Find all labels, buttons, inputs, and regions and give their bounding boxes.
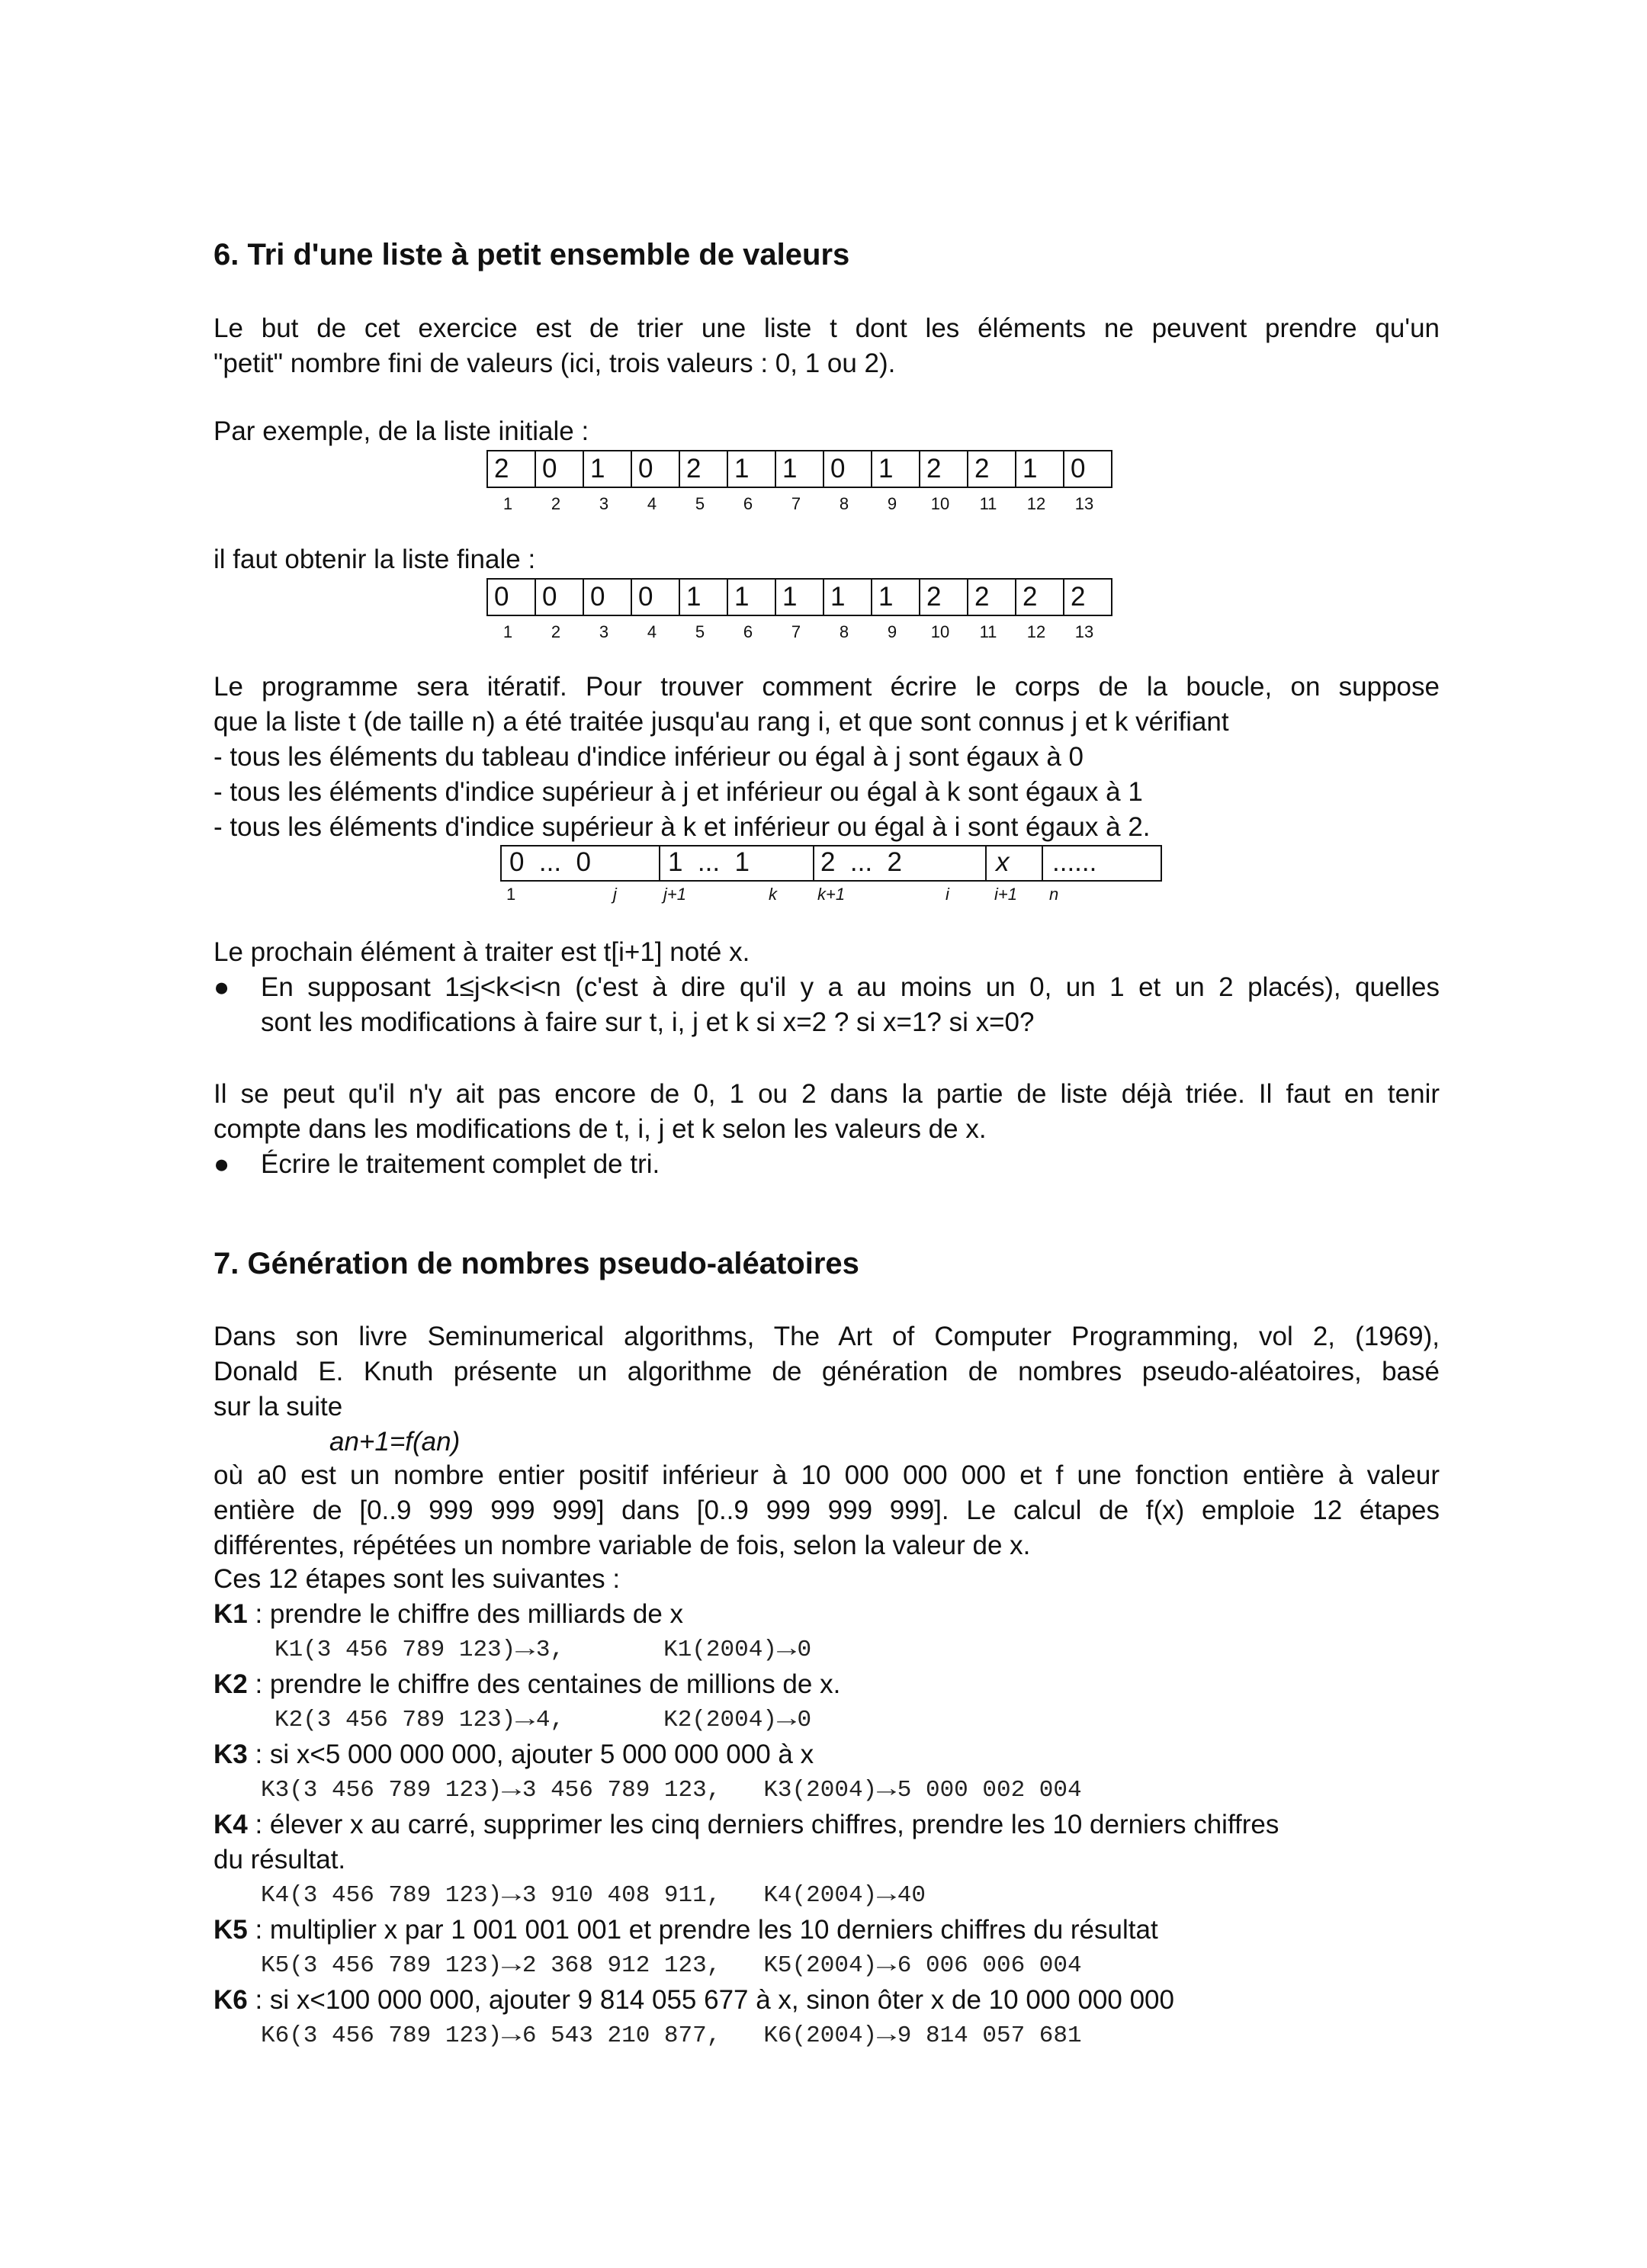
bullet-2: ●	[214, 1149, 230, 1179]
initial-list-index: 13	[1074, 494, 1094, 513]
s7-paragraph-1-line-3: sur la suite	[214, 1392, 343, 1422]
step-text: : prendre le chiffre des centaines de millions de x.	[247, 1669, 841, 1699]
s7-paragraph-2-line-4: Ces 12 étapes sont les suivantes :	[214, 1564, 621, 1594]
invariant-label: i	[946, 885, 949, 904]
invariant-ones: 1 ... 1	[668, 847, 750, 877]
invariant-divider	[659, 845, 660, 880]
initial-list-cell: 2	[920, 451, 968, 487]
example-result: 2 368 912 123,	[522, 1952, 721, 1979]
initial-list	[486, 450, 1173, 526]
arrow-icon: →	[515, 1707, 535, 1733]
example-result: 6 543 210 877,	[522, 2022, 721, 2049]
s6-paragraph-3: Le prochain élément à traiter est t[i+1] noté x.	[214, 937, 750, 967]
final-list-cell: 1	[872, 579, 920, 615]
arrow-icon: →	[877, 1882, 897, 1909]
initial-list-cell: 2	[968, 451, 1016, 487]
s7-paragraph-2-line-1: où a0 est un nombre entier positif inférieur à 10 000 000 000 et f une fonction entière à valeur	[214, 1460, 1440, 1490]
recurrence-formula: an+1=f(an)	[329, 1427, 461, 1457]
invariant-label: n	[1049, 885, 1059, 904]
initial-list-cell: 1	[775, 451, 824, 487]
step-key: K2	[214, 1669, 248, 1699]
example-call: K4(3 456 789 123)	[261, 1882, 502, 1909]
final-list-cell: 1	[679, 579, 727, 615]
step-description	[214, 1737, 814, 1772]
final-list	[486, 578, 1173, 654]
invariant-label: j+1	[663, 885, 686, 904]
bullet-1-line-1: En supposant 1≤j<k<i<n (c'est à dire qu'il y a au moins un 0, un 1 et un 2 placés), quelles	[261, 972, 1440, 1002]
initial-list-index: 8	[839, 494, 849, 513]
step-text: : prendre le chiffre des milliards de x	[247, 1599, 684, 1629]
final-list-cells	[486, 578, 1112, 616]
example-call: K5(2004)	[763, 1952, 878, 1979]
step-text: : si x<100 000 000, ajouter 9 814 055 677 à x, sinon ôter x de 10 000 000 000	[247, 1985, 1174, 2015]
section-7-heading: 7. Génération de nombres pseudo-aléatoires	[214, 1247, 859, 1280]
final-list-index: 10	[930, 622, 950, 641]
invariant-label: i+1	[994, 885, 1017, 904]
step-text: : multiplier x par 1 001 001 001 et prendre les 10 derniers chiffres du résultat	[247, 1915, 1158, 1945]
initial-list-cell: 0	[535, 451, 583, 487]
step-key: K1	[214, 1599, 248, 1629]
final-list-cell: 0	[487, 579, 535, 615]
initial-list-index: 2	[551, 494, 561, 513]
example-call: K1(3 456 789 123)	[274, 1637, 516, 1663]
example-result: 4,	[535, 1707, 565, 1733]
final-list-index: 13	[1074, 622, 1094, 641]
bullet-2-text: Écrire le traitement complet de tri.	[261, 1149, 660, 1179]
step-text: : si x<5 000 000 000, ajouter 5 000 000 000 à x	[247, 1740, 814, 1769]
final-list-cell: 1	[824, 579, 872, 615]
final-list-index: 12	[1026, 622, 1046, 641]
step-example	[261, 1952, 1082, 1979]
example-result: 0	[797, 1707, 812, 1733]
initial-list-cell: 1	[583, 451, 631, 487]
initial-list-index: 5	[695, 494, 705, 513]
final-list-index: 9	[887, 622, 897, 641]
invariant-x: x	[996, 847, 1010, 877]
example-result: 3 456 789 123,	[522, 1777, 721, 1804]
s6-paragraph-1-line-2: "petit" nombre fini de valeurs (ici, trois valeurs : 0, 1 ou 2).	[214, 349, 896, 378]
initial-list-label: Par exemple, de la liste initiale :	[214, 416, 589, 446]
arrow-icon: →	[877, 1777, 897, 1804]
final-list-cell: 0	[583, 579, 631, 615]
s7-paragraph-1-line-1: Dans son livre Seminumerical algorithms, The Art of Computer Programming, vol 2, (1969),	[214, 1322, 1440, 1351]
example-call: K6(3 456 789 123)	[261, 2022, 502, 2049]
s6-paragraph-2-line-2: que la liste t (de taille n) a été traitée jusqu'au rang i, et que sont connus j et k vérifiant	[214, 707, 1229, 737]
example-result: 3,	[535, 1637, 565, 1663]
final-list-cell: 0	[535, 579, 583, 615]
invariant-rest: ......	[1052, 847, 1097, 877]
bullet-1: ●	[214, 972, 230, 1002]
initial-list-index: 6	[743, 494, 753, 513]
step-description	[214, 1983, 1174, 2018]
invariant-label: k	[769, 885, 777, 904]
invariant-divider	[813, 845, 814, 880]
step-description	[214, 1913, 1158, 1948]
initial-list-cell: 2	[679, 451, 727, 487]
arrow-icon: →	[877, 2022, 897, 2049]
s7-paragraph-2-line-2: entière de [0..9 999 999 999] dans [0..9 999 999 999]. Le calcul de f(x) emploie 12 étapes	[214, 1495, 1440, 1525]
example-call: K2(2004)	[663, 1707, 777, 1733]
initial-list-index: 11	[979, 494, 997, 513]
invariant-divider	[985, 845, 987, 880]
example-result: 6 006 006 004	[897, 1952, 1082, 1979]
step-description	[214, 1597, 683, 1632]
initial-list-index: 7	[791, 494, 801, 513]
example-call: K3(3 456 789 123)	[261, 1777, 502, 1804]
step-key: K4	[214, 1810, 248, 1839]
s6-paragraph-2-line-3: - tous les éléments du tableau d'indice inférieur ou égal à j sont égaux à 0	[214, 742, 1084, 772]
final-list-cell: 2	[1064, 579, 1112, 615]
arrow-icon: →	[776, 1637, 797, 1663]
s7-paragraph-1-line-2: Donald E. Knuth présente un algorithme de génération de nombres pseudo-aléatoires, basé	[214, 1357, 1440, 1386]
initial-list-index: 9	[887, 494, 897, 513]
step-key: K5	[214, 1915, 248, 1945]
final-list-index: 7	[791, 622, 801, 641]
example-call: K6(2004)	[763, 2022, 878, 2049]
invariant-label: j	[613, 885, 617, 904]
final-list-index: 8	[839, 622, 849, 641]
initial-list-index: 12	[1026, 494, 1046, 513]
example-call: K2(3 456 789 123)	[274, 1707, 516, 1733]
invariant-divider	[1042, 845, 1043, 880]
initial-list-cells	[486, 450, 1112, 488]
step-example	[261, 1882, 926, 1909]
initial-list-index: 10	[930, 494, 950, 513]
example-call: K3(2004)	[763, 1777, 878, 1804]
arrow-icon: →	[515, 1637, 535, 1663]
final-list-index: 4	[647, 622, 657, 641]
invariant-diagram	[500, 845, 1186, 921]
s6-paragraph-4-line-1: Il se peut qu'il n'y ait pas encore de 0, 1 ou 2 dans la partie de liste déjà triée. Il faut en tenir	[214, 1079, 1440, 1109]
invariant-index-labels	[500, 885, 1186, 912]
arrow-icon: →	[502, 1952, 522, 1979]
final-list-index: 5	[695, 622, 705, 641]
initial-list-index: 1	[502, 494, 513, 513]
final-list-cell: 2	[920, 579, 968, 615]
invariant-zeros: 0 ... 0	[509, 847, 591, 877]
final-list-label: il faut obtenir la liste finale :	[214, 545, 536, 574]
initial-list-cell: 1	[872, 451, 920, 487]
example-call: K1(2004)	[663, 1637, 777, 1663]
final-list-cell: 1	[727, 579, 775, 615]
step-key: K6	[214, 1985, 248, 2015]
step-example	[261, 1777, 1082, 1804]
arrow-icon: →	[502, 2022, 522, 2049]
initial-list-cell: 0	[631, 451, 679, 487]
example-call: K5(3 456 789 123)	[261, 1952, 502, 1979]
step-description	[214, 1807, 1279, 1842]
example-call: K4(2004)	[763, 1882, 878, 1909]
final-list-cell: 1	[775, 579, 824, 615]
s6-paragraph-2-line-1: Le programme sera itératif. Pour trouver comment écrire le corps de la boucle, on suppose	[214, 672, 1440, 702]
initial-list-cell: 2	[487, 451, 535, 487]
s6-paragraph-2-line-5: - tous les éléments d'indice supérieur à k et inférieur ou égal à i sont égaux à 2.	[214, 812, 1151, 842]
invariant-label: k+1	[817, 885, 846, 904]
step-description	[214, 1667, 840, 1702]
arrow-icon: →	[877, 1952, 897, 1979]
initial-list-cell: 0	[824, 451, 872, 487]
initial-list-index: 3	[599, 494, 609, 513]
s6-paragraph-1-line-1: Le but de cet exercice est de trier une liste t dont les éléments ne peuvent prendre qu'un	[214, 313, 1440, 343]
example-result: 5 000 002 004	[897, 1777, 1082, 1804]
step-example	[274, 1637, 811, 1663]
step-text: : élever x au carré, supprimer les cinq derniers chiffres, prendre les 10 derniers chiffres	[247, 1810, 1279, 1839]
final-list-index: 3	[599, 622, 609, 641]
arrow-icon: →	[502, 1777, 522, 1804]
initial-list-cell: 1	[1016, 451, 1064, 487]
arrow-icon: →	[776, 1707, 797, 1733]
step-example	[261, 2022, 1082, 2049]
final-list-index: 2	[551, 622, 561, 641]
example-result: 40	[897, 1882, 926, 1909]
s6-paragraph-4-line-2: compte dans les modifications de t, i, j et k selon les valeurs de x.	[214, 1114, 987, 1144]
arrow-icon: →	[502, 1882, 522, 1909]
final-list-cell: 0	[631, 579, 679, 615]
section-6-heading: 6. Tri d'une liste à petit ensemble de valeurs	[214, 238, 850, 271]
step-example	[274, 1707, 811, 1733]
final-list-index: 1	[502, 622, 513, 641]
bullet-1-line-2: sont les modifications à faire sur t, i, j et k si x=2 ? si x=1? si x=0?	[261, 1007, 1035, 1037]
initial-list-cell: 1	[727, 451, 775, 487]
s6-paragraph-2-line-4: - tous les éléments d'indice supérieur à j et inférieur ou égal à k sont égaux à 1	[214, 777, 1143, 807]
invariant-twos: 2 ... 2	[820, 847, 902, 877]
example-result: 9 814 057 681	[897, 2022, 1082, 2049]
s7-paragraph-2-line-3: différentes, répétées un nombre variable de fois, selon la valeur de x.	[214, 1531, 1031, 1560]
step-description-continued: du résultat.	[214, 1845, 346, 1874]
final-list-index: 11	[979, 622, 997, 641]
example-result: 0	[797, 1637, 812, 1663]
final-list-cell: 2	[968, 579, 1016, 615]
final-list-index: 6	[743, 622, 753, 641]
initial-list-index: 4	[647, 494, 657, 513]
initial-list-cell: 0	[1064, 451, 1112, 487]
step-key: K3	[214, 1740, 248, 1769]
final-list-cell: 2	[1016, 579, 1064, 615]
example-result: 3 910 408 911,	[522, 1882, 721, 1909]
invariant-label: 1	[506, 885, 516, 904]
